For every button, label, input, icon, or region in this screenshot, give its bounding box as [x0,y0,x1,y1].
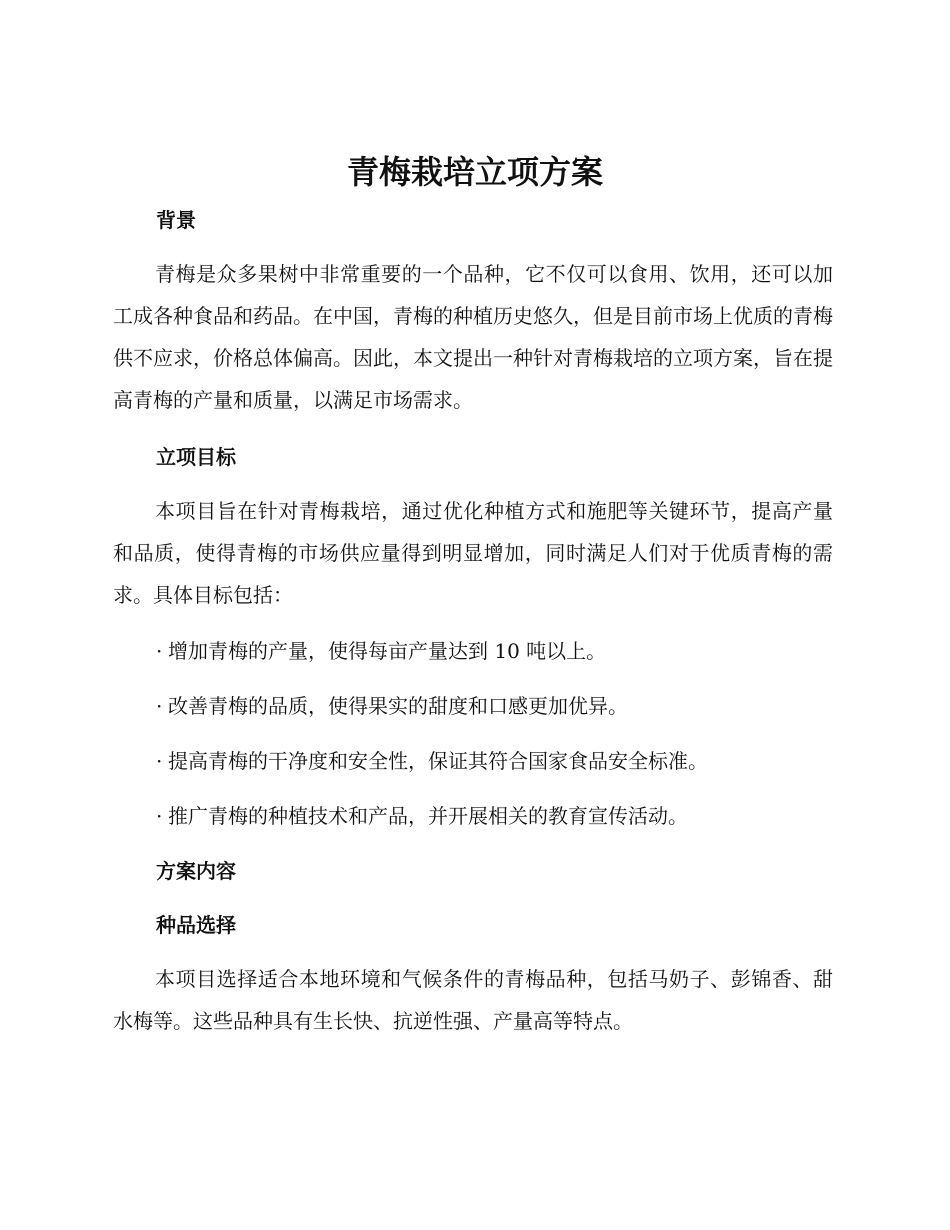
bullet-text: 提高青梅的干净度和安全性，保证其符合国家食品安全标准。 [168,749,708,773]
bullet-text: 增加青梅的产量，使得每亩产量达到 10 吨以上。 [168,639,607,663]
bullet-dot: · [156,749,163,773]
goal-bullet-item [156,801,688,831]
paragraph-goal: 本项目旨在针对青梅栽培，通过优化种植方式和施肥等关键环节，提高产量和品质，使得青梅的市场供应量得到明显增加，同时满足人们对于优质青梅的需求。具体目标包括： [113,499,833,607]
goal-bullet-item [156,691,628,721]
document-title: 青梅栽培立项方案 [346,153,603,191]
bullet-text: 改善青梅的品质，使得果实的甜度和口感更加优异。 [168,694,628,718]
section-heading-plan: 方案内容 [156,859,236,883]
goal-bullet-item [156,746,708,776]
bullet-dot: · [156,639,163,663]
bullet-dot: · [156,694,163,718]
goal-bullet-item [156,636,606,666]
section-heading-background: 背景 [156,208,196,232]
section-heading-goal: 立项目标 [156,445,236,469]
paragraph-variety: 本项目选择适合本地环境和气候条件的青梅品种，包括马奶子、彭锦香、甜水梅等。这些品种具有生长快、抗逆性强、产量高等特点。 [113,967,833,1033]
bullet-text: 推广青梅的种植技术和产品，并开展相关的教育宣传活动。 [168,804,688,828]
section-heading-variety: 种品选择 [156,913,236,937]
paragraph-background: 青梅是众多果树中非常重要的一个品种，它不仅可以食用、饮用，还可以加工成各种食品和药品。在中国，青梅的种植历史悠久，但是目前市场上优质的青梅供不应求，价格总体偏高。因此，本文提出一种针对青梅栽培的立项方案，旨在提高青梅的产量和质量，以满足市场需求。 [113,262,833,412]
bullet-dot: · [156,804,163,828]
